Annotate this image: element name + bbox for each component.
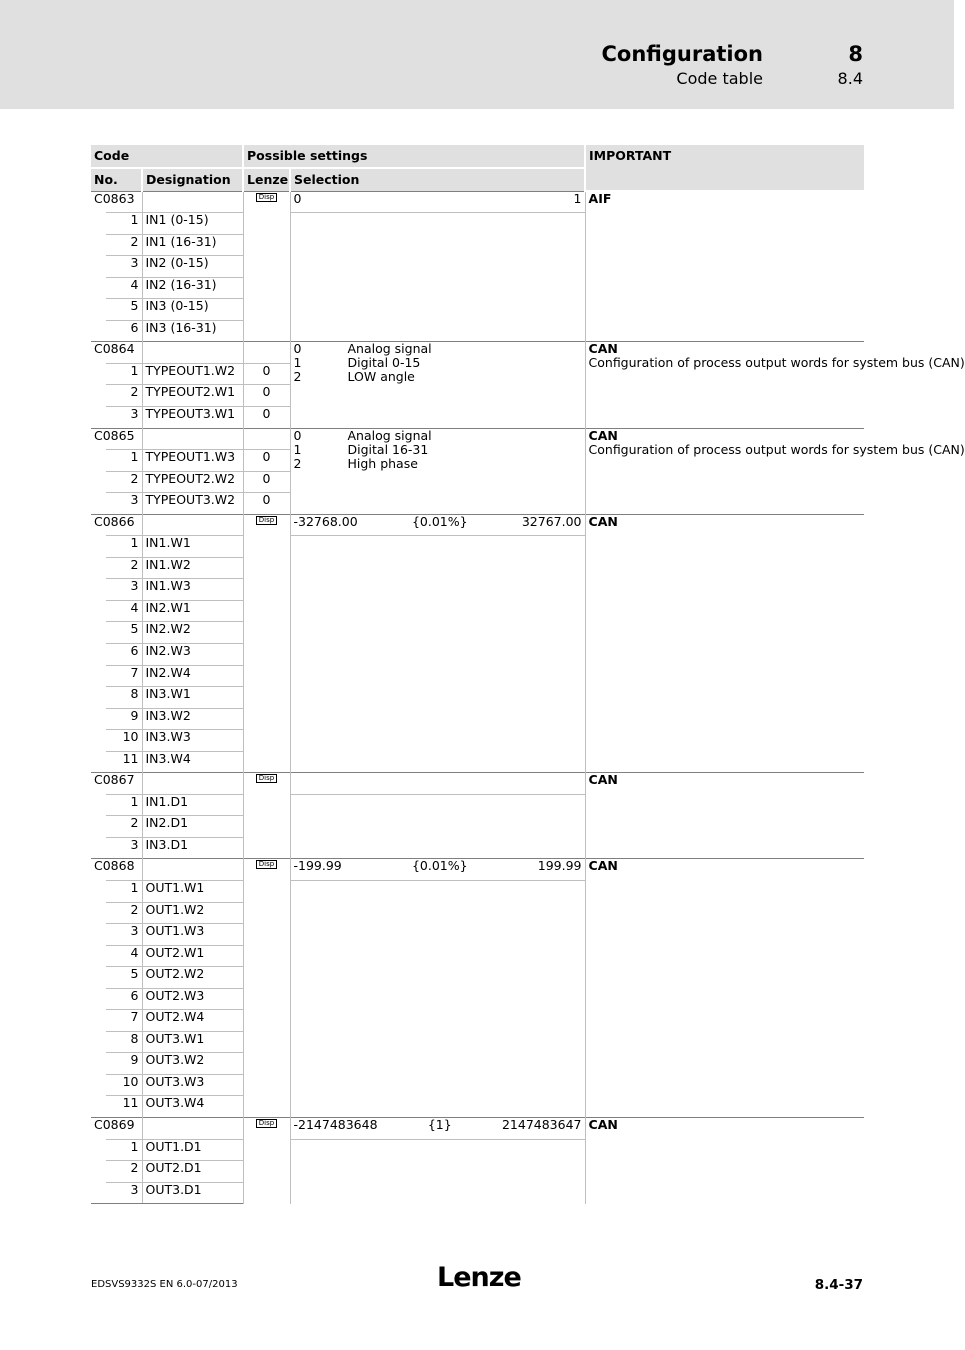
header-designation: Designation: [142, 168, 243, 191]
option-label: Analog signal: [347, 341, 432, 357]
indent-cell: [91, 450, 106, 472]
subcode-designation: IN3 (16-31): [142, 320, 243, 342]
subcode-number: 9: [106, 708, 142, 730]
subcode-number: 1: [106, 536, 142, 558]
code-number: C0869: [91, 1118, 142, 1140]
designation-cell: [142, 428, 243, 450]
code-row: [91, 428, 864, 450]
lenze-cell: [243, 514, 290, 773]
selection-cell-body: [290, 881, 585, 1118]
selection-range: [294, 515, 582, 529]
code-number: C0864: [91, 342, 142, 364]
document-id: EDSVS9332S EN 6.0-07/2013: [91, 1279, 238, 1290]
important-title: CAN: [588, 772, 618, 788]
indent-cell: [91, 299, 106, 321]
header-important: IMPORTANT: [585, 145, 864, 191]
range-min: 0: [293, 190, 302, 206]
subcode-designation: IN3.D1: [142, 837, 243, 859]
range-step: {1}: [427, 1117, 452, 1133]
indent-cell: [91, 234, 106, 256]
option-label: Analog signal: [347, 427, 432, 443]
indent-cell: [91, 967, 106, 989]
important-title: CAN: [588, 341, 618, 357]
lenze-value: 0: [243, 493, 290, 515]
option-value: 0: [293, 427, 302, 443]
subcode-designation: IN2 (0-15): [142, 256, 243, 278]
subcode-designation: IN2.W4: [142, 665, 243, 687]
selection-cell-body: [290, 1139, 585, 1204]
subcode-number: 1: [106, 450, 142, 472]
range-max: 2147483647: [501, 1117, 582, 1133]
range-max: 1: [573, 190, 582, 206]
indent-cell: [91, 1074, 106, 1096]
option-label: LOW angle: [347, 369, 415, 385]
code-number: C0865: [91, 428, 142, 450]
subcode-designation: OUT2.D1: [142, 1161, 243, 1183]
subcode-number: 2: [106, 234, 142, 256]
selection-option: [294, 342, 582, 356]
important-title: CAN: [588, 513, 618, 529]
option-value: 0: [293, 341, 302, 357]
option-value: 1: [293, 441, 302, 457]
subcode-number: 10: [106, 1074, 142, 1096]
header-possible-settings: Possible settings: [243, 145, 585, 168]
indent-cell: [91, 881, 106, 903]
subcode-number: 2: [106, 902, 142, 924]
lenze-logo: Lenze: [437, 1262, 521, 1293]
header-no: No.: [91, 168, 142, 191]
subcode-designation: IN1.W2: [142, 557, 243, 579]
subcode-designation: OUT3.D1: [142, 1182, 243, 1204]
designation-cell: [142, 191, 243, 213]
indent-cell: [91, 557, 106, 579]
lenze-cell: [243, 859, 290, 1118]
subcode-designation: TYPEOUT3.W2: [142, 493, 243, 515]
subcode-number: 3: [106, 406, 142, 428]
lenze-value: 0: [243, 471, 290, 493]
selection-cell-body: [290, 213, 585, 342]
important-cell: [585, 859, 864, 1118]
lenze-value: 0: [243, 385, 290, 407]
subcode-designation: OUT3.W1: [142, 1031, 243, 1053]
code-table: [91, 145, 965, 1204]
subcode-number: 1: [106, 363, 142, 385]
subcode-designation: OUT2.W3: [142, 988, 243, 1010]
chapter-title: Configuration: [601, 42, 763, 66]
subcode-designation: TYPEOUT2.W2: [142, 471, 243, 493]
option-value: 1: [293, 355, 302, 371]
code-row: [91, 1118, 864, 1140]
section-number: 8.4: [837, 69, 863, 88]
subcode-number: 5: [106, 299, 142, 321]
subcode-designation: OUT1.W2: [142, 902, 243, 924]
subcode-number: 3: [106, 1182, 142, 1204]
important-title: CAN: [588, 427, 618, 443]
subcode-number: 6: [106, 988, 142, 1010]
subcode-number: 9: [106, 1053, 142, 1075]
important-cell: [585, 341, 965, 428]
indent-cell: [91, 471, 106, 493]
header-code: Code: [91, 145, 243, 168]
lenze-value: 0: [243, 450, 290, 472]
subcode-designation: IN1.W1: [142, 536, 243, 558]
subcode-number: 5: [106, 622, 142, 644]
designation-cell: [142, 1118, 243, 1140]
selection-option: [294, 457, 582, 471]
indent-cell: [91, 1031, 106, 1053]
subcode-designation: TYPEOUT3.W1: [142, 406, 243, 428]
range-min: -32768.00: [293, 513, 358, 529]
section-title: Code table: [676, 69, 763, 88]
subcode-designation: OUT2.W2: [142, 967, 243, 989]
selection-cell-body: [290, 794, 585, 859]
indent-cell: [91, 837, 106, 859]
range-max: 199.99: [537, 858, 582, 874]
selection-range: [294, 859, 582, 873]
indent-cell: [91, 406, 106, 428]
important-text: Configuration of process output words for system bus (CAN): [588, 355, 965, 371]
subcode-designation: OUT3.W3: [142, 1074, 243, 1096]
disp-icon: Disp: [256, 774, 277, 783]
important-cell: [585, 773, 864, 859]
indent-cell: [91, 600, 106, 622]
subcode-number: 7: [106, 665, 142, 687]
selection-cell: [290, 514, 585, 536]
header-lenze: Lenze: [243, 168, 290, 191]
subcode-designation: OUT3.W4: [142, 1096, 243, 1118]
subcode-designation: IN2.W1: [142, 600, 243, 622]
subcode-designation: IN3.W2: [142, 708, 243, 730]
subcode-number: 2: [106, 816, 142, 838]
designation-cell: [142, 514, 243, 536]
code-number: C0863: [91, 191, 142, 213]
designation-cell: [142, 859, 243, 881]
subcode-designation: OUT1.W1: [142, 881, 243, 903]
subcode-designation: OUT2.W4: [142, 1010, 243, 1032]
indent-cell: [91, 730, 106, 752]
lenze-value: 0: [243, 363, 290, 385]
indent-cell: [91, 1161, 106, 1183]
selection-option: [294, 370, 582, 384]
header-selection: Selection: [290, 168, 585, 191]
subcode-designation: IN2 (16-31): [142, 277, 243, 299]
subcode-number: 7: [106, 1010, 142, 1032]
code-row: [91, 514, 864, 536]
option-value: 2: [293, 455, 302, 471]
subcode-number: 1: [106, 1139, 142, 1161]
important-title: CAN: [588, 858, 618, 874]
subcode-designation: IN3.W3: [142, 730, 243, 752]
subcode-number: 6: [106, 643, 142, 665]
code-row: [91, 859, 864, 881]
subcode-designation: OUT1.D1: [142, 1139, 243, 1161]
lenze-cell: [243, 773, 290, 859]
subcode-number: 5: [106, 967, 142, 989]
selection-cell-body: [290, 536, 585, 773]
important-title: AIF: [588, 191, 612, 206]
indent-cell: [91, 816, 106, 838]
subcode-number: 11: [106, 751, 142, 773]
subcode-designation: IN2.W2: [142, 622, 243, 644]
subcode-designation: IN3 (0-15): [142, 299, 243, 321]
selection-cell: [290, 1118, 585, 1140]
subcode-designation: IN2.W3: [142, 643, 243, 665]
subcode-number: 2: [106, 1161, 142, 1183]
disp-icon: Disp: [256, 193, 277, 202]
important-title: CAN: [588, 1117, 618, 1133]
option-value: 2: [293, 369, 302, 385]
subcode-designation: IN2.D1: [142, 816, 243, 838]
selection-option: [294, 443, 582, 457]
indent-cell: [91, 493, 106, 515]
indent-cell: [91, 363, 106, 385]
indent-cell: [91, 924, 106, 946]
subcode-designation: IN1 (0-15): [142, 213, 243, 235]
lenze-cell: [243, 342, 290, 364]
subcode-number: 3: [106, 493, 142, 515]
indent-cell: [91, 902, 106, 924]
indent-cell: [91, 751, 106, 773]
selection-cell: [290, 859, 585, 881]
subcode-designation: OUT2.W1: [142, 945, 243, 967]
subcode-number: 8: [106, 1031, 142, 1053]
subcode-number: 2: [106, 471, 142, 493]
code-number: C0866: [91, 514, 142, 536]
range-step: {0.01%}: [411, 858, 468, 874]
indent-cell: [91, 320, 106, 342]
option-label: Digital 16-31: [347, 441, 429, 457]
range-min: -2147483648: [293, 1117, 378, 1133]
subcode-number: 11: [106, 1096, 142, 1118]
indent-cell: [91, 1096, 106, 1118]
indent-cell: [91, 708, 106, 730]
range-max: 32767.00: [521, 513, 582, 529]
indent-cell: [91, 385, 106, 407]
indent-cell: [91, 643, 106, 665]
subcode-designation: TYPEOUT2.W1: [142, 385, 243, 407]
code-row: [91, 191, 864, 213]
option-label: Digital 0-15: [347, 355, 421, 371]
lenze-cell: [243, 191, 290, 342]
indent-cell: [91, 579, 106, 601]
subcode-designation: IN3.W4: [142, 751, 243, 773]
indent-cell: [91, 1010, 106, 1032]
subcode-number: 3: [106, 256, 142, 278]
indent-cell: [91, 794, 106, 816]
selection-option: [294, 356, 582, 370]
subcode-designation: TYPEOUT1.W2: [142, 363, 243, 385]
selection-cell: [290, 342, 585, 428]
code-number: C0867: [91, 773, 142, 795]
subcode-designation: IN1.W3: [142, 579, 243, 601]
lenze-value: 0: [243, 406, 290, 428]
subcode-number: 4: [106, 277, 142, 299]
selection-cell: [290, 191, 585, 213]
subcode-number: 4: [106, 945, 142, 967]
lenze-cell: [243, 1118, 290, 1204]
subcode-designation: IN3.W1: [142, 687, 243, 709]
indent-cell: [91, 1182, 106, 1204]
subcode-number: 10: [106, 730, 142, 752]
indent-cell: [91, 256, 106, 278]
indent-cell: [91, 536, 106, 558]
range-step: {0.01%}: [411, 513, 468, 529]
subcode-number: 3: [106, 924, 142, 946]
subcode-number: 3: [106, 579, 142, 601]
indent-cell: [91, 277, 106, 299]
subcode-designation: IN1 (16-31): [142, 234, 243, 256]
indent-cell: [91, 988, 106, 1010]
subcode-designation: OUT3.W2: [142, 1053, 243, 1075]
important-text: Configuration of process output words for system bus (CAN): [588, 441, 965, 457]
subcode-designation: OUT1.W3: [142, 924, 243, 946]
subcode-number: 4: [106, 600, 142, 622]
code-row: [91, 773, 864, 795]
important-cell: [585, 1118, 864, 1204]
important-cell: [585, 514, 864, 773]
subcode-number: 2: [106, 385, 142, 407]
subcode-number: 8: [106, 687, 142, 709]
disp-icon: Disp: [256, 860, 277, 869]
subcode-designation: TYPEOUT1.W3: [142, 450, 243, 472]
option-label: High phase: [347, 455, 418, 471]
indent-cell: [91, 213, 106, 235]
subcode-number: 1: [106, 213, 142, 235]
selection-range: [294, 192, 582, 206]
selection-range: [294, 1118, 582, 1132]
designation-cell: [142, 342, 243, 364]
important-cell: [585, 427, 965, 514]
range-min: -199.99: [293, 858, 342, 874]
indent-cell: [91, 945, 106, 967]
page-number: 8.4-37: [814, 1277, 863, 1293]
subcode-number: 6: [106, 320, 142, 342]
important-cell: [585, 191, 864, 342]
indent-cell: [91, 622, 106, 644]
code-row: [91, 342, 864, 364]
subcode-number: 1: [106, 794, 142, 816]
selection-cell: [290, 773, 585, 795]
disp-icon: Disp: [256, 1119, 277, 1128]
disp-icon: Disp: [256, 516, 277, 525]
subcode-number: 2: [106, 557, 142, 579]
indent-cell: [91, 665, 106, 687]
subcode-number: 1: [106, 881, 142, 903]
selection-cell: [290, 428, 585, 514]
chapter-number: 8: [848, 42, 863, 66]
indent-cell: [91, 1053, 106, 1075]
selection-option: [294, 429, 582, 443]
table-header-row-1: [91, 145, 864, 168]
code-number: C0868: [91, 859, 142, 881]
lenze-cell: [243, 428, 290, 450]
indent-cell: [91, 687, 106, 709]
subcode-designation: IN1.D1: [142, 794, 243, 816]
designation-cell: [142, 773, 243, 795]
subcode-number: 3: [106, 837, 142, 859]
indent-cell: [91, 1139, 106, 1161]
